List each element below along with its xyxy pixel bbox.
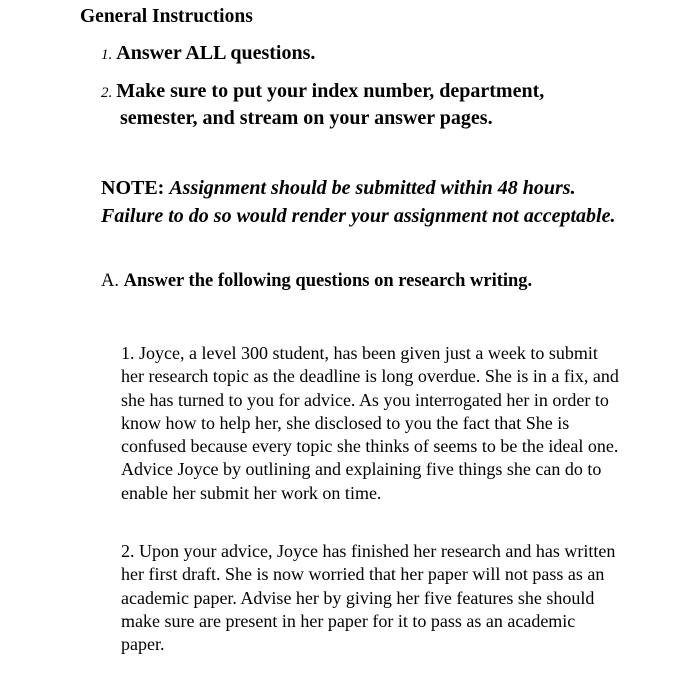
instruction-number: 2. [101, 85, 113, 101]
note-text: Assignment should be submitted within 48 hours. Failure to do so would render your assignment not acceptable. [101, 177, 616, 227]
instruction-text-line-1: Make sure to put your index number, department, [116, 80, 545, 102]
section-text: Answer the following questions on research writing. [123, 271, 533, 291]
instruction-number: 1. [101, 47, 113, 63]
section-letter: A. [101, 271, 119, 291]
question-2: 2. Upon your advice, Joyce has finished her research and has written her first draft. She is now worried that her paper will not pass as an academic paper. Advise her by giving her five features she should make sure are present in her paper for it to pass as an academic paper. [121, 541, 616, 655]
note-block [101, 174, 621, 230]
page-title: General Instructions [80, 6, 253, 27]
note-label: NOTE: [101, 177, 165, 199]
instruction-text-line-2: semester, and stream on your answer pages. [120, 107, 493, 129]
instruction-item-1 [101, 41, 315, 68]
instruction-text: Answer ALL questions. [116, 42, 316, 64]
section-heading [101, 271, 532, 292]
question-1: 1. Joyce, a level 300 student, has been given just a week to submit her research topic as the deadline is long overdue. She is in a fix, and she has turned to you for advice. As you interrogated her in order to know how to help her, she disclosed to you the fact that She is confused because every topic she thinks of seems to be the ideal one. Advice Joyce by outlining and explaining five things she can do to enable her submit her work on time. [121, 343, 619, 503]
instruction-item-2 [101, 79, 621, 131]
